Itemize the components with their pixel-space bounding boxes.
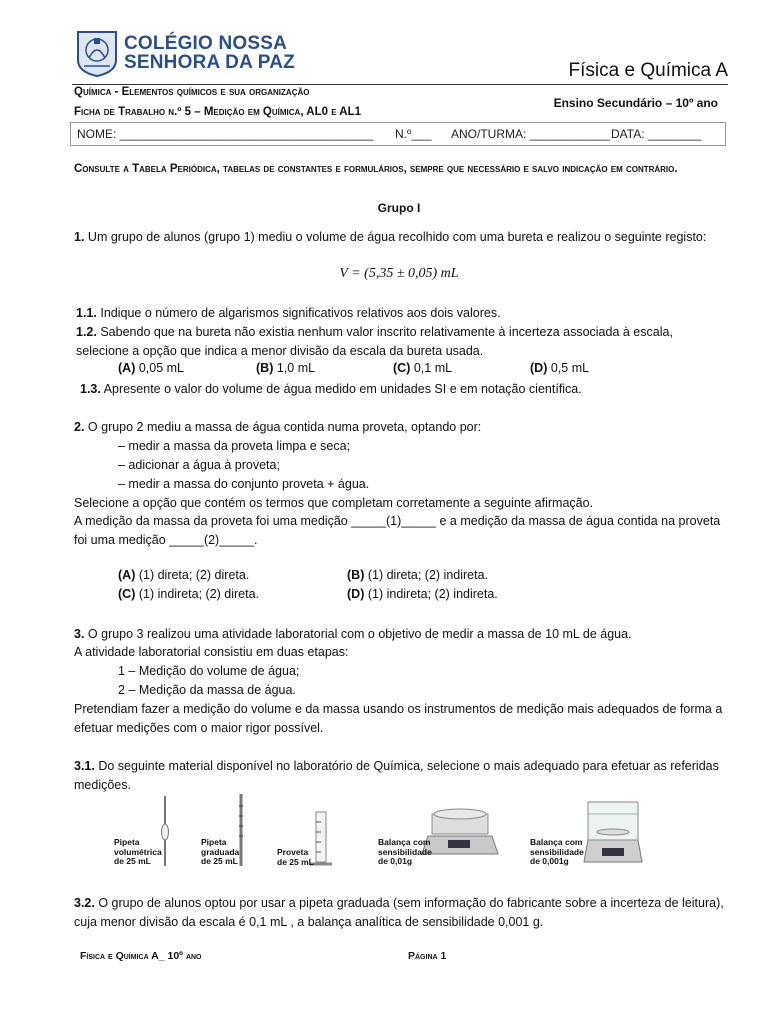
question-text: A atividade laboratorial consistiu em duas etapas: [74,645,349,659]
analytical-balance-icon [584,802,642,862]
statement-text: A medição da massa da proveta foi uma medição _____(1)_____ e a medição da massa de água contida na proveta foi uma medição _____(2)_____. [74,514,721,547]
footer-page [408,950,446,962]
question-1-2 [76,323,726,360]
question-3-1 [74,757,724,794]
question-1-1 [76,304,726,323]
question-text: Um grupo de alunos (grupo 1) mediu o volume de água recolhido com uma bureta e realizou o seguinte registo: [87,230,707,244]
question-number: 1.3. [80,382,101,396]
graduated-pipette-icon [239,794,243,866]
worksheet-title: Ficha de Trabalho n.º 5 – Medição em Química, AL0 e AL1 [74,106,362,118]
option-2-d[interactable]: (D) (1) indireta; (2) indireta. [347,587,498,601]
footer-subject: Física e Química A_ 10º ano [80,950,202,962]
question-text: Do seguinte material disponível no laboratório de Química, selecione o mais adequado para efetuar as referidas medições. [74,759,719,792]
question-text: O grupo de alunos optou por usar a pipeta graduada (sem informação do fabricante sobre a incerteza de leitura), cuja menor divisão da escala é 0,1 mL , a balança analítica de sensibilidade 0,001 g. [74,896,724,929]
balance-0-01g-icon [422,809,498,854]
school-logo-emblem [74,28,120,78]
student-info-box [70,122,726,146]
instructions: Consulte a Tabela Periódica, tabelas de constantes e formulários, sempre que necessário e salvo indicação em contrário. [74,163,678,175]
option-2-c[interactable]: (C) (1) indireta; (2) direta. [118,587,260,601]
page-label: Página [408,950,438,962]
equipment-label: Pipeta graduada de 25 mL [201,837,240,866]
question-number: 1.1. [76,306,97,320]
step: – medir a massa da proveta limpa e seca; [118,439,351,453]
topic-line: Química - Elementos químicos e sua organização [74,86,310,98]
lab-equipment-figure [110,792,650,868]
step: 1 – Medição do volume de água; [118,664,300,678]
class-field[interactable]: ANO/TURMA: ____________ [451,127,610,141]
question-text: Apresente o valor do volume de água medido em unidades SI e em notação científica. [103,382,582,396]
header-divider [72,84,728,85]
instruction-text: Selecione a opção que contém os termos que completam corretamente a seguinte afirmação. [74,496,594,510]
question-1-3 [80,380,730,399]
step: – adicionar a água à proveta; [118,458,280,472]
question-text: Indique o número de algarismos significativos relativos aos dois valores. [100,306,501,320]
name-field[interactable]: NOME: ______________________________________ [77,127,374,141]
school-name-line2: SENHORA DA PAZ [124,52,295,73]
equipment-label: Balança com sensibilidade de 0,01g [378,837,432,866]
step: – medir a massa do conjunto proveta + água. [118,477,370,491]
question-number: 3.2. [74,896,95,910]
school-name [124,34,295,72]
question-text: Sabendo que na bureta não existia nenhum valor inscrito relativamente à incerteza associada à escala, selecione a opção que indica a menor divisão da escala da bureta usada. [76,325,673,358]
question-2 [74,418,724,437]
formula: V = (5,35 ± 0,05) mL [339,266,459,281]
question-text: O grupo 3 realizou uma atividade laboratorial com o objetivo de medir a massa de 10 mL de água. [87,627,632,641]
school-level: Ensino Secundário – 10º ano [553,96,718,110]
question-3-2 [74,894,724,931]
subject-title: Física e Química A [568,60,728,81]
equipment-label: Proveta de 25 mL [277,847,314,867]
option-1-2-a[interactable]: (A) 0,05 mL [118,361,185,375]
volumetric-pipette-icon [162,796,169,866]
option-2-a[interactable]: (A) (1) direta; (2) direta. [118,568,250,582]
question-number: 3. [74,627,85,641]
question-number: 3.1. [74,759,95,773]
option-1-2-c[interactable]: (C) 0,1 mL [393,361,453,375]
option-1-2-d[interactable]: (D) 0,5 mL [530,361,590,375]
option-2-b[interactable]: (B) (1) direta; (2) indireta. [347,568,489,582]
step: 2 – Medição da massa de água. [118,683,296,697]
equipment-label: Pipeta volumétrica de 25 mL [114,837,162,866]
question-number: 1. [74,230,85,244]
equipment-label: Balança com sensibilidade de 0,001g [530,837,584,866]
question-text: Pretendiam fazer a medição do volume e da massa usando os instrumentos de medição mais adequados de forma a efetuar medições com o maior rigor possível. [74,702,723,735]
question-number: 1.2. [76,325,97,339]
number-field[interactable]: N.º___ [395,127,432,141]
date-field[interactable]: DATA: ________ [611,127,702,141]
group-title: Grupo I [377,201,421,215]
question-number: 2. [74,420,85,434]
question-1 [74,228,724,247]
question-text: O grupo 2 mediu a massa de água contida numa proveta, optando por: [87,420,482,434]
question-3 [74,625,724,644]
school-name-line1: COLÉGIO NOSSA [124,33,288,54]
page-number: 1 [440,950,447,962]
option-1-2-b[interactable]: (B) 1,0 mL [256,361,316,375]
